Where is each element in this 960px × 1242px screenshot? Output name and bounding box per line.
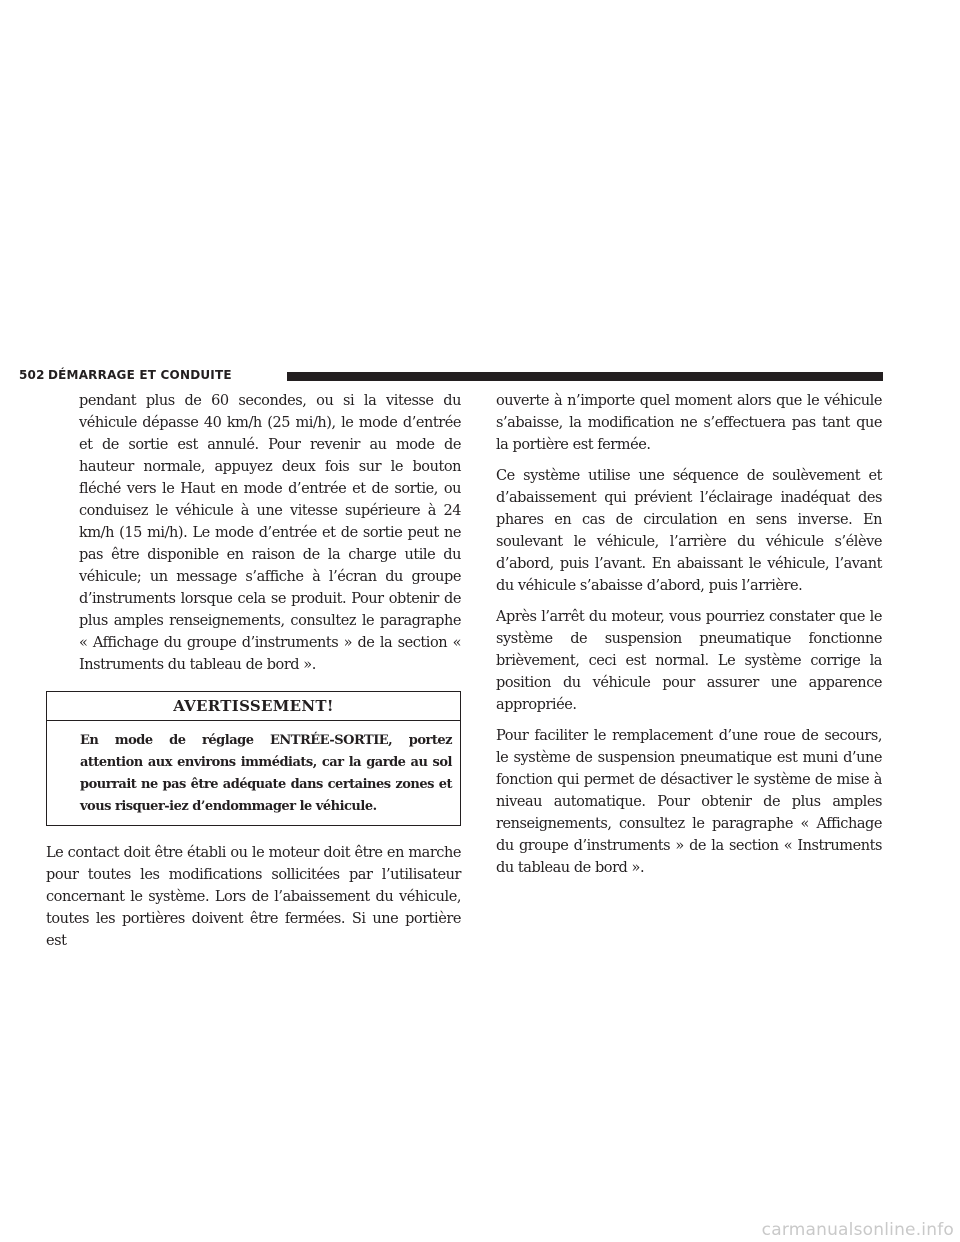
watermark: carmanualsonline.info (761, 1220, 954, 1240)
left-paragraph-2: Le contact doit être établi ou le moteur doit être en marche pour toutes les modifications sollicitées par l’utilisateur concernant le système. Lors de l’abaissement du véhicule, toutes les portières doivent être fermées. Si une portière est (46, 845, 461, 949)
left-paragraph-1: pendant plus de 60 secondes, ou si la vitesse du véhicule dépasse 40 km/h (25 mi/h), le mode d’entrée et de sortie est annulé. Pour revenir au mode de hauteur normale, appuyez deux fois sur le bouton fléché vers le Haut en mode d’entrée et de sortie, ou conduisez le véhicule à une vitesse supérieure à 24 km/h (15 mi/h). Le mode d’entrée et de sortie peut ne pas être disponible en raison de la charge utile du véhicule; un message s’affiche à l’écran du groupe d’instruments lorsque cela se produit. Pour obtenir de plus amples renseignements, consultez le paragraphe « Affichage du groupe d’instruments » de la section « Instruments du tableau de bord ». (79, 393, 461, 673)
warning-box (46, 691, 461, 826)
right-paragraph-3: Après l’arrêt du moteur, vous pourriez constater que le système de suspension pneumatique fonctionne brièvement, ceci est normal. Le système corrige la position du véhicule pour assurer une apparence appropriée. (496, 609, 882, 713)
right-column (496, 390, 882, 879)
page-header (19, 366, 883, 384)
left-column (46, 390, 461, 952)
warning-text: En mode de réglage ENTRÉE-SORTIE, portez attention aux environs immédiats, car la garde au sol pourrait ne pas être adéquate dans certaines zones et vous risquer-iez d’endommager le véhicule. (80, 733, 452, 814)
header-rule (287, 372, 883, 381)
right-paragraph-4: Pour faciliter le remplacement d’une roue de secours, le système de suspension pneumatique est muni d’une fonction qui permet de désactiver le système de mise à niveau automatique. Pour obtenir de plus amples renseignements, consultez le paragraphe « Affichage du groupe d’instruments » de la section « Instruments du tableau de bord ». (496, 728, 882, 876)
right-paragraph-1: ouverte à n’importe quel moment alors que le véhicule s’abaisse, la modification ne s’effectuera pas tant que la portière est fermée. (496, 393, 882, 453)
right-paragraph-2: Ce système utilise une séquence de soulèvement et d’abaissement qui prévient l’éclairage inadéquat des phares en cas de circulation en sens inverse. En soulevant le véhicule, l’arrière du véhicule s’élève d’abord, puis l’avant. En abaissant le véhicule, l’avant du véhicule s’abaisse d’abord, puis l’arrière. (496, 468, 882, 594)
section-title: DÉMARRAGE ET CONDUITE (48, 368, 232, 382)
warning-title: AVERTISSEMENT! (47, 692, 460, 721)
page-number: 502 (19, 368, 45, 382)
